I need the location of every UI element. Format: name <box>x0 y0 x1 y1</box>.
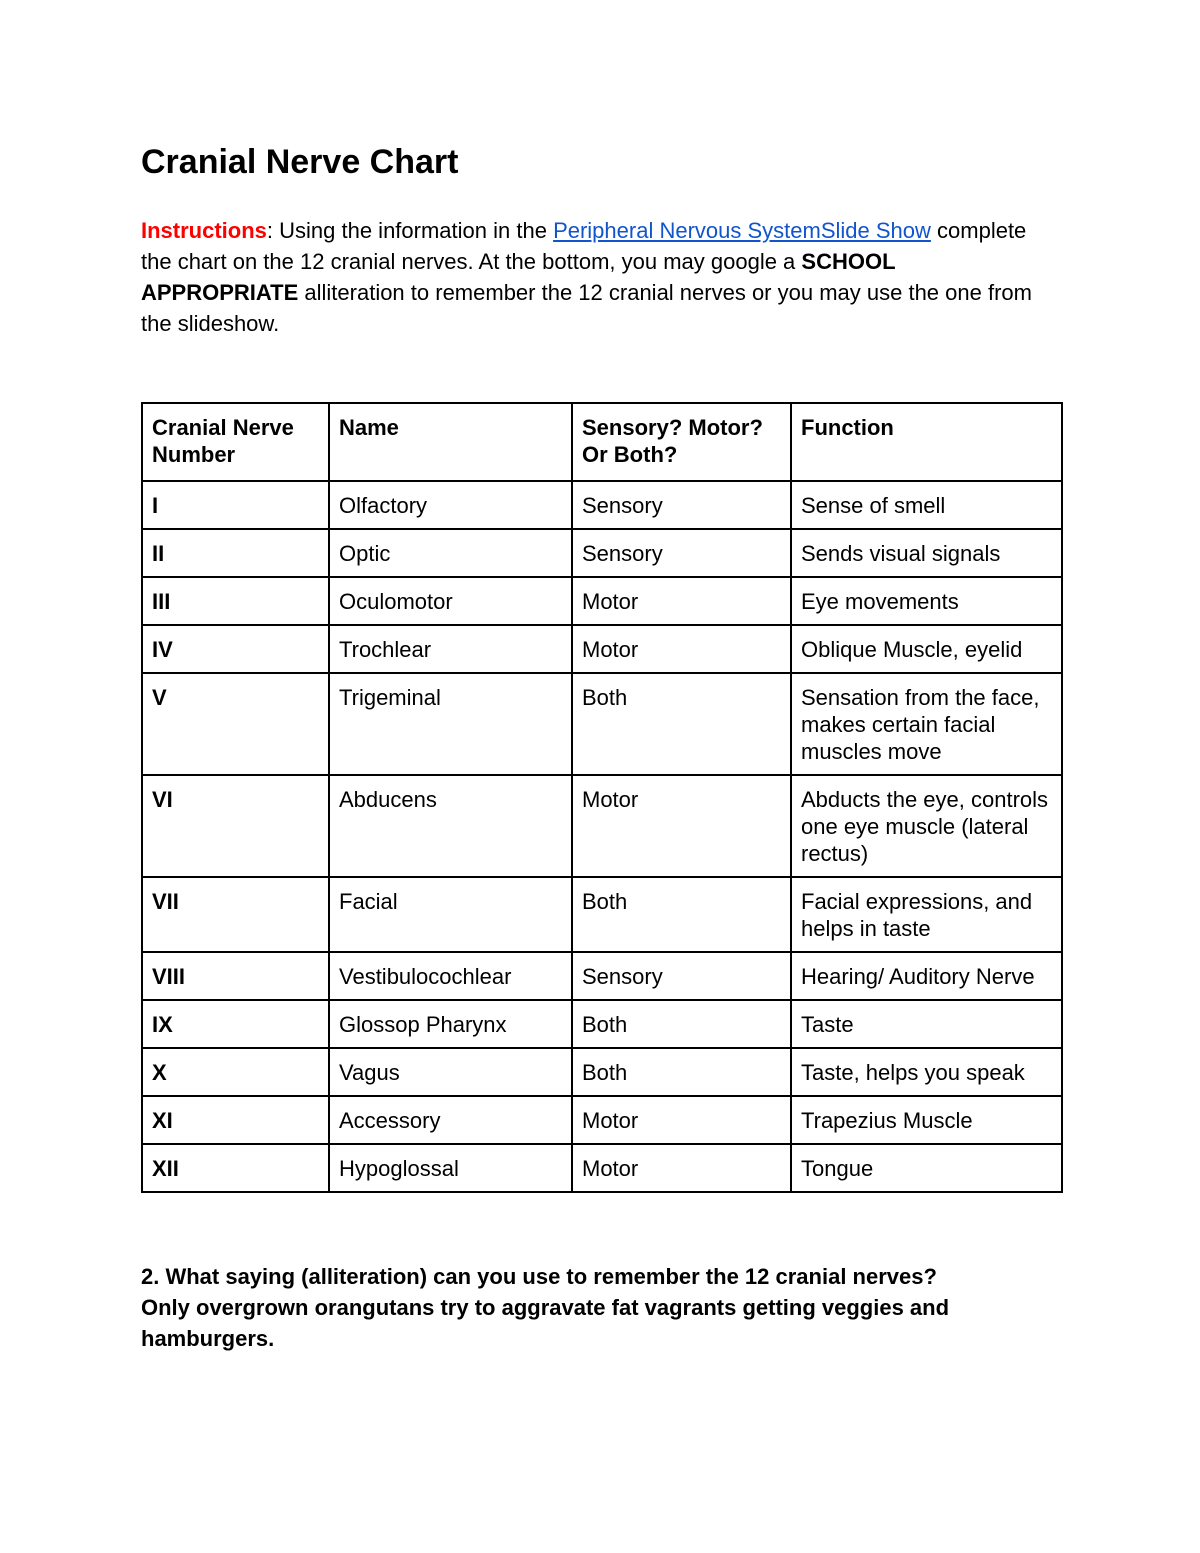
header-number: Cranial Nerve Number <box>142 403 329 481</box>
nerve-type: Sensory <box>572 481 791 529</box>
nerve-type: Sensory <box>572 529 791 577</box>
instructions-text-2: complete the chart on the 12 cranial nerves. At the bottom, you may google a <box>141 218 1027 274</box>
table-row <box>142 481 1062 529</box>
table-row <box>142 1144 1062 1192</box>
nerve-number: X <box>142 1048 329 1096</box>
nerve-type: Motor <box>572 1144 791 1192</box>
nerve-name: Trochlear <box>329 625 572 673</box>
nerve-type: Motor <box>572 1096 791 1144</box>
question-answer: Only overgrown orangutans try to aggravate fat vagrants getting veggies and hamburgers. <box>141 1295 950 1351</box>
table-row <box>142 952 1062 1000</box>
nerve-name: Abducens <box>329 775 572 877</box>
nerve-name: Facial <box>329 877 572 952</box>
nerve-name: Glossop Pharynx <box>329 1000 572 1048</box>
slideshow-link[interactable]: Peripheral Nervous SystemSlide Show <box>553 218 931 243</box>
nerve-number: VIII <box>142 952 329 1000</box>
nerve-function: Tongue <box>791 1144 1062 1192</box>
nerve-number: XII <box>142 1144 329 1192</box>
nerve-number: VII <box>142 877 329 952</box>
table-row <box>142 625 1062 673</box>
instructions-text-3: alliteration to remember the 12 cranial nerves or you may use the one from the slideshow. <box>141 280 1032 336</box>
nerve-type: Both <box>572 1000 791 1048</box>
nerve-name: Vestibulocochlear <box>329 952 572 1000</box>
nerve-type: Both <box>572 1048 791 1096</box>
nerve-function: Taste, helps you speak <box>791 1048 1062 1096</box>
nerve-function: Trapezius Muscle <box>791 1096 1062 1144</box>
alliteration-question <box>141 1261 1051 1354</box>
nerve-function: Sensation from the face, makes certain facial muscles move <box>791 673 1062 775</box>
nerve-name: Trigeminal <box>329 673 572 775</box>
nerve-number: XI <box>142 1096 329 1144</box>
instructions-emphasis: SCHOOL APPROPRIATE <box>141 249 896 305</box>
nerve-name: Oculomotor <box>329 577 572 625</box>
nerve-name: Olfactory <box>329 481 572 529</box>
nerve-name: Accessory <box>329 1096 572 1144</box>
table-row <box>142 577 1062 625</box>
nerve-type: Both <box>572 673 791 775</box>
nerve-number: IX <box>142 1000 329 1048</box>
nerve-function: Taste <box>791 1000 1062 1048</box>
header-name: Name <box>329 403 572 481</box>
nerve-number: I <box>142 481 329 529</box>
nerve-function: Eye movements <box>791 577 1062 625</box>
cranial-nerve-table <box>141 402 1063 1193</box>
header-function: Function <box>791 403 1062 481</box>
table-row <box>142 1000 1062 1048</box>
instructions-paragraph <box>141 215 1056 339</box>
table-row <box>142 877 1062 952</box>
table-row <box>142 775 1062 877</box>
nerve-function: Sense of smell <box>791 481 1062 529</box>
nerve-name: Vagus <box>329 1048 572 1096</box>
table-row <box>142 529 1062 577</box>
nerve-name: Optic <box>329 529 572 577</box>
nerve-number: III <box>142 577 329 625</box>
nerve-type: Motor <box>572 625 791 673</box>
table-header-row <box>142 403 1062 481</box>
nerve-function: Hearing/ Auditory Nerve <box>791 952 1062 1000</box>
page-title: Cranial Nerve Chart <box>141 143 459 181</box>
table-row <box>142 673 1062 775</box>
nerve-number: VI <box>142 775 329 877</box>
header-type: Sensory? Motor? Or Both? <box>572 403 791 481</box>
instructions-text-1: : Using the information in the <box>266 218 554 243</box>
table-row <box>142 1048 1062 1096</box>
nerve-function: Abducts the eye, controls one eye muscle (lateral rectus) <box>791 775 1062 877</box>
nerve-function: Facial expressions, and helps in taste <box>791 877 1062 952</box>
nerve-number: II <box>142 529 329 577</box>
instructions-label: Instructions <box>141 218 267 243</box>
question-prompt: 2. What saying (alliteration) can you use to remember the 12 cranial nerves? <box>141 1264 937 1289</box>
nerve-type: Sensory <box>572 952 791 1000</box>
nerve-number: V <box>142 673 329 775</box>
table-row <box>142 1096 1062 1144</box>
nerve-number: IV <box>142 625 329 673</box>
nerve-type: Both <box>572 877 791 952</box>
nerve-type: Motor <box>572 775 791 877</box>
nerve-type: Motor <box>572 577 791 625</box>
nerve-function: Sends visual signals <box>791 529 1062 577</box>
nerve-name: Hypoglossal <box>329 1144 572 1192</box>
nerve-function: Oblique Muscle, eyelid <box>791 625 1062 673</box>
